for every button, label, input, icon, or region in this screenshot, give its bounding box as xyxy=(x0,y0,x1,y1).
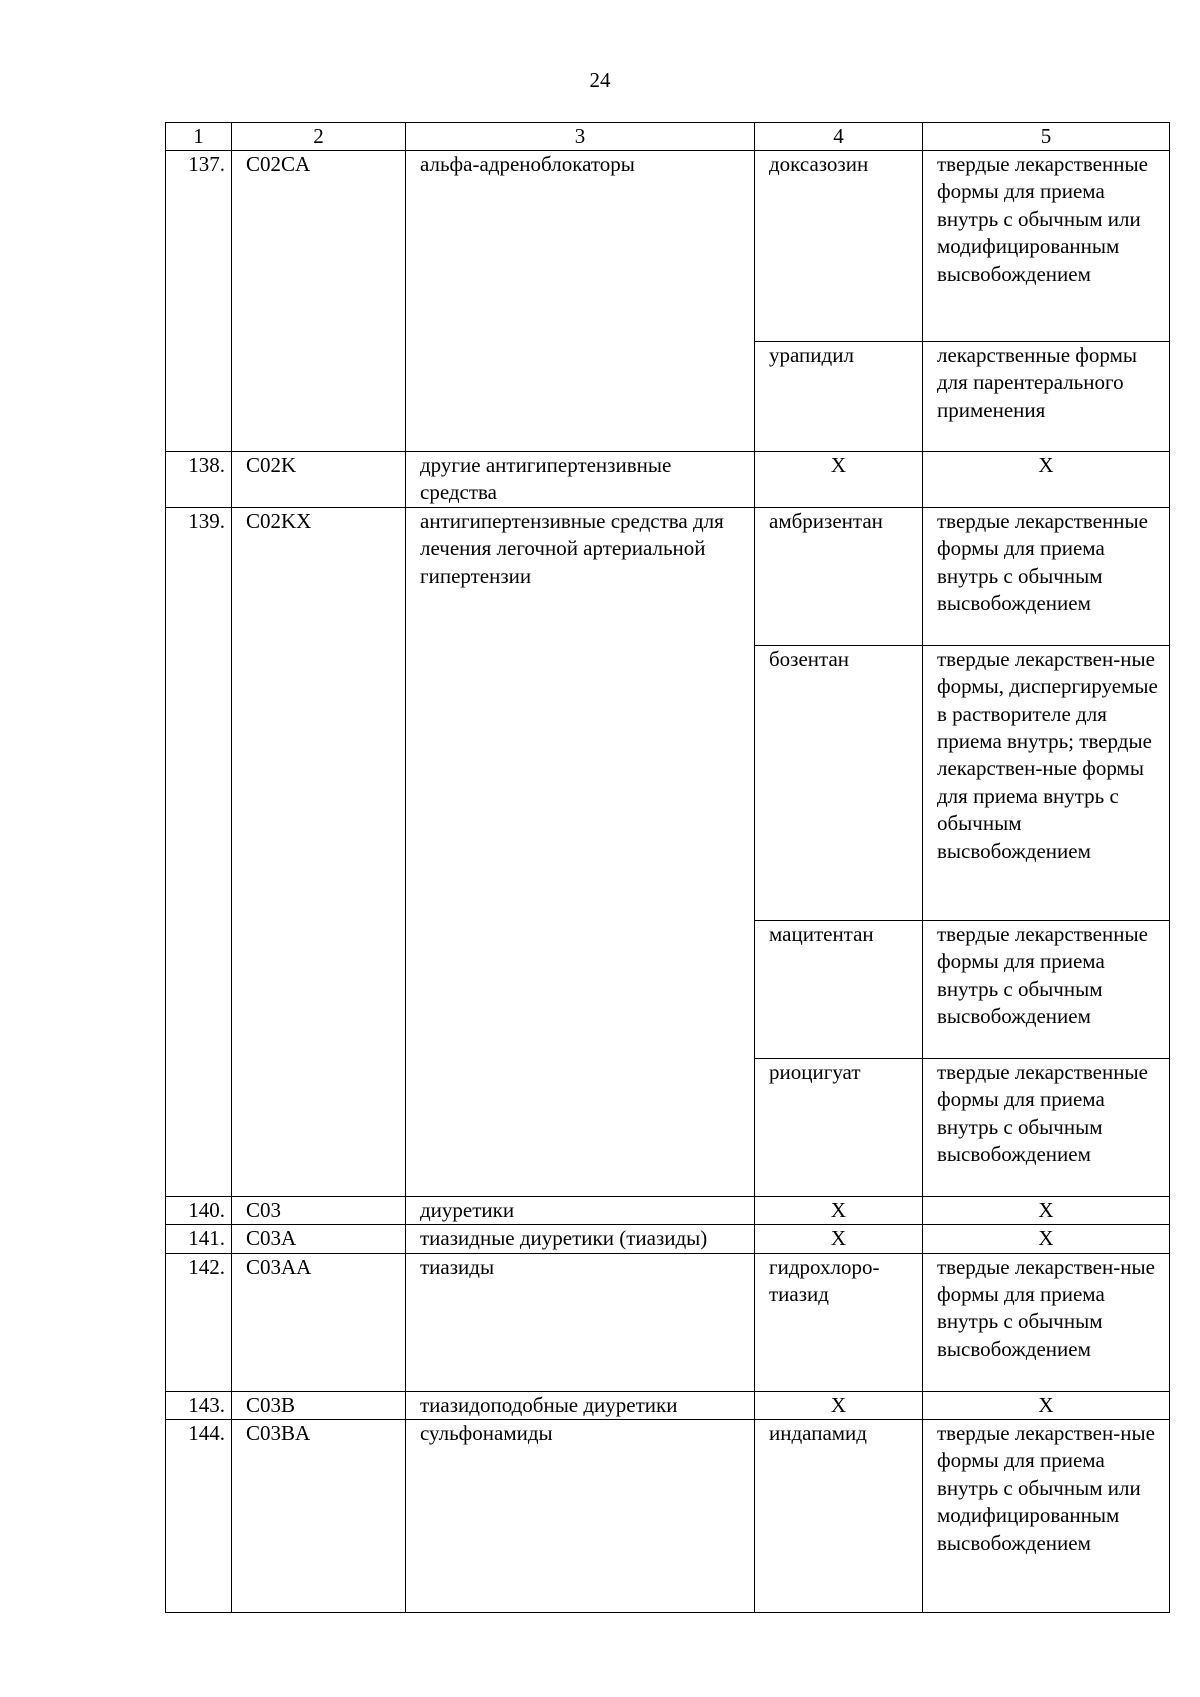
dosage-form: Х xyxy=(923,1225,1170,1253)
atc-code: C02CA xyxy=(232,151,406,452)
drug-name: доксазозин xyxy=(755,151,923,342)
row-number: 141. xyxy=(166,1225,232,1253)
atc-code: C03AA xyxy=(232,1253,406,1391)
dosage-form: Х xyxy=(923,452,1170,508)
row-number: 138. xyxy=(166,452,232,508)
group-name: тиазидоподобные диуретики xyxy=(406,1391,755,1419)
row-number: 137. xyxy=(166,151,232,452)
drug-name: Х xyxy=(755,1225,923,1253)
header-col-1: 1 xyxy=(166,123,232,151)
row-number: 143. xyxy=(166,1391,232,1419)
drug-name: риоцигуат xyxy=(755,1058,923,1196)
row-number: 144. xyxy=(166,1420,232,1613)
table-row xyxy=(166,1225,1170,1253)
table-row xyxy=(166,452,1170,508)
group-name: тиазиды xyxy=(406,1253,755,1391)
drug-name: амбризентан xyxy=(755,507,923,645)
drug-name: урапидил xyxy=(755,342,923,452)
drug-name: Х xyxy=(755,1196,923,1224)
table-row xyxy=(166,1253,1170,1391)
header-col-5: 5 xyxy=(923,123,1170,151)
drug-table xyxy=(165,122,1170,1613)
atc-code: C03B xyxy=(232,1391,406,1419)
group-name: альфа-адреноблокаторы xyxy=(406,151,755,452)
dosage-form: твердые лекарственные формы для приема внутрь с обычным высвобождением xyxy=(923,1058,1170,1196)
drug-name: Х xyxy=(755,452,923,508)
dosage-form: твердые лекарствен-ные формы для приема внутрь с обычным высвобождением xyxy=(923,1253,1170,1391)
dosage-form: твердые лекарственные формы для приема внутрь с обычным высвобождением xyxy=(923,507,1170,645)
table-row xyxy=(166,1391,1170,1419)
drug-name: индапамид xyxy=(755,1420,923,1613)
page-number: 24 xyxy=(589,68,611,92)
dosage-form: твердые лекарственные формы для приема внутрь с обычным высвобождением xyxy=(923,920,1170,1058)
dosage-form: твердые лекарственные формы для приема внутрь с обычным или модифицированным высвобождением xyxy=(923,151,1170,342)
dosage-form: Х xyxy=(923,1391,1170,1419)
group-name: антигипертензивные средства для лечения легочной артериальной гипертензии xyxy=(406,507,755,1196)
atc-code: C02K xyxy=(232,452,406,508)
drug-name: мацитентан xyxy=(755,920,923,1058)
dosage-form: Х xyxy=(923,1196,1170,1224)
atc-code: C03BA xyxy=(232,1420,406,1613)
group-name: другие антигипертензивные средства xyxy=(406,452,755,508)
drug-name: гидрохлоро-тиазид xyxy=(755,1253,923,1391)
table-row xyxy=(166,1420,1170,1613)
drug-name: бозентан xyxy=(755,645,923,920)
atc-code: C03 xyxy=(232,1196,406,1224)
header-col-3: 3 xyxy=(406,123,755,151)
dosage-form: твердые лекарствен-ные формы для приема внутрь с обычным или модифицированным высвобождением xyxy=(923,1420,1170,1613)
header-col-2: 2 xyxy=(232,123,406,151)
group-name: тиазидные диуретики (тиазиды) xyxy=(406,1225,755,1253)
group-name: диуретики xyxy=(406,1196,755,1224)
dosage-form: лекарственные формы для парентерального применения xyxy=(923,342,1170,452)
header-col-4: 4 xyxy=(755,123,923,151)
row-number: 139. xyxy=(166,507,232,1196)
row-number: 140. xyxy=(166,1196,232,1224)
table-row xyxy=(166,1196,1170,1224)
table-header-row xyxy=(166,123,1170,151)
dosage-form: твердые лекарствен-ные формы, диспергируемые в растворителе для приема внутрь; твердые лекарствен-ные формы для приема внутрь с обычным высвобождением xyxy=(923,645,1170,920)
row-number: 142. xyxy=(166,1253,232,1391)
drug-name: Х xyxy=(755,1391,923,1419)
table-row xyxy=(166,507,1170,645)
atc-code: C03A xyxy=(232,1225,406,1253)
atc-code: C02KX xyxy=(232,507,406,1196)
table-row xyxy=(166,151,1170,342)
group-name: сульфонамиды xyxy=(406,1420,755,1613)
